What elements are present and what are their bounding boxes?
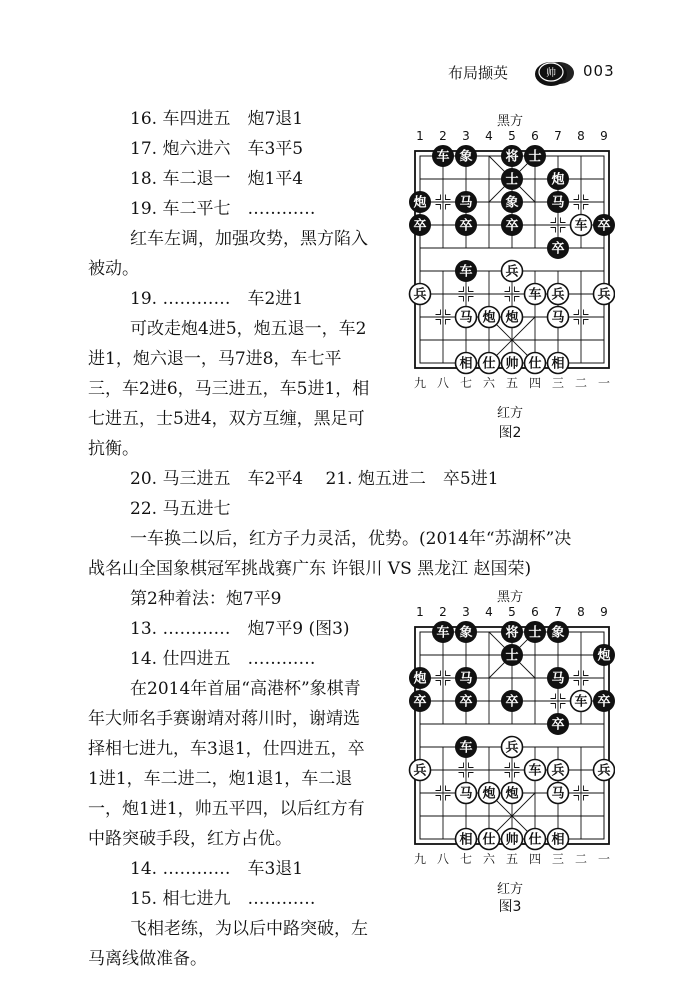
piece-label: 马 [459, 195, 473, 211]
file-number: 一 [597, 852, 611, 866]
file-number: 七 [459, 376, 473, 390]
chess-piece [456, 668, 477, 689]
chess-piece [456, 215, 477, 236]
chess-piece [502, 783, 523, 804]
piece-label: 仕 [528, 356, 542, 372]
board-2-top-label: 黑方 [496, 114, 523, 129]
file-number: 8 [577, 129, 585, 143]
text-line: 14. ………… 车3退1 [130, 859, 304, 879]
file-number: 二 [574, 852, 588, 866]
text-line: 一车换二以后，红方子力灵活，优势。(2014年“苏湖杯”决 [130, 529, 572, 549]
text-line: 中路突破手段，红方占优。 [88, 829, 292, 849]
text-line: 进1，炮六退一，马7进8，车七平 [88, 349, 342, 369]
chess-piece [479, 353, 500, 374]
text-line: 红车左调，加强攻势，黑方陷入 [130, 229, 368, 249]
figure-2-caption: 图2 [498, 425, 522, 441]
piece-label: 炮 [505, 786, 519, 802]
text-line: 13. ………… 炮7平9 (图3) [130, 619, 350, 639]
chess-piece [410, 691, 431, 712]
piece-label: 士 [505, 648, 519, 664]
text-line: 战名山全国象棋冠军挑战赛广东 许银川 VS 黑龙江 赵国荣) [88, 559, 532, 579]
piece-label: 炮 [551, 172, 565, 188]
file-number: 6 [531, 129, 539, 143]
chess-piece [548, 307, 569, 328]
file-number: 六 [482, 376, 496, 390]
figure-3-caption: 图3 [498, 899, 522, 915]
file-number: 五 [505, 852, 519, 866]
chess-piece [456, 261, 477, 282]
file-number: 八 [436, 376, 450, 390]
piece-label: 马 [551, 310, 565, 326]
file-number: 九 [413, 852, 427, 866]
text-line: 14. 仕四进五 ………… [130, 649, 316, 669]
text-line: 16. 车四进五 炮7退1 [130, 109, 304, 129]
piece-label: 车 [528, 763, 542, 779]
chess-piece [502, 622, 523, 643]
piece-label: 兵 [597, 763, 611, 779]
svg-text:帅: 帅 [546, 68, 556, 79]
chess-piece [548, 284, 569, 305]
piece-label: 卒 [597, 694, 611, 710]
chess-piece [525, 284, 546, 305]
chess-piece [594, 215, 615, 236]
chess-piece [548, 783, 569, 804]
piece-label: 车 [436, 625, 450, 641]
page-number: 003 [583, 62, 615, 80]
piece-label: 卒 [551, 241, 565, 257]
file-number: 三 [551, 852, 565, 866]
piece-label: 仕 [482, 832, 496, 848]
chess-piece [502, 146, 523, 167]
chess-piece [502, 192, 523, 213]
chess-piece-logo-icon [533, 55, 577, 89]
chess-piece [410, 760, 431, 781]
file-number: 2 [439, 129, 447, 143]
chess-piece [502, 829, 523, 850]
file-number: 2 [439, 605, 447, 619]
board-3-top-label: 黑方 [496, 590, 523, 605]
chess-piece [502, 353, 523, 374]
piece-label: 兵 [505, 264, 519, 280]
chess-piece [456, 829, 477, 850]
file-number: 6 [531, 605, 539, 619]
file-number: 四 [528, 376, 542, 390]
file-number: 七 [459, 852, 473, 866]
file-number: 一 [597, 376, 611, 390]
text-line: 一，炮1进1，帅五平四，以后红方有 [88, 799, 365, 819]
piece-label: 卒 [505, 694, 519, 710]
piece-label: 士 [528, 149, 542, 165]
text-line: 抗衡。 [88, 439, 139, 459]
piece-label: 车 [436, 149, 450, 165]
chess-piece [456, 737, 477, 758]
piece-label: 马 [459, 310, 473, 326]
chess-piece [571, 215, 592, 236]
chess-piece [594, 760, 615, 781]
chess-piece [502, 215, 523, 236]
chess-piece [479, 783, 500, 804]
piece-label: 士 [505, 172, 519, 188]
file-number: 1 [416, 605, 424, 619]
chess-piece [525, 622, 546, 643]
file-number: 3 [462, 129, 470, 143]
text-line: 17. 炮六进六 车3平5 [130, 139, 304, 159]
text-line: 19. 车二平七 ………… [130, 199, 316, 219]
file-number: 9 [600, 605, 608, 619]
chess-piece [594, 691, 615, 712]
chess-piece [525, 760, 546, 781]
piece-label: 帅 [505, 832, 519, 848]
piece-label: 兵 [597, 287, 611, 303]
piece-label: 卒 [413, 694, 427, 710]
text-line: 20. 马三进五 车2平4 21. 炮五进二 卒5进1 [130, 469, 499, 489]
text-line: 七进五，士5进4，双方互缠，黑足可 [88, 409, 365, 429]
piece-label: 帅 [505, 356, 519, 372]
chess-piece [410, 192, 431, 213]
chess-piece [410, 284, 431, 305]
chess-piece [548, 353, 569, 374]
chess-piece [479, 829, 500, 850]
file-number: 9 [600, 129, 608, 143]
file-number: 三 [551, 376, 565, 390]
chess-piece [548, 238, 569, 259]
text-line: 年大师名手赛谢靖对蒋川时，谢靖选 [88, 709, 360, 729]
text-line: 可改走炮4进5，炮五退一，车2 [130, 319, 367, 339]
text-line: 第2种着法：炮7平9 [130, 589, 282, 609]
piece-label: 车 [459, 264, 473, 280]
chess-piece [456, 192, 477, 213]
piece-label: 相 [459, 832, 473, 848]
piece-label: 炮 [413, 195, 427, 211]
piece-label: 卒 [505, 218, 519, 234]
piece-label: 象 [505, 195, 519, 211]
text-line: 马离线做准备。 [88, 949, 207, 969]
piece-label: 炮 [482, 310, 496, 326]
text-line: 19. ………… 车2进1 [130, 289, 304, 309]
piece-label: 炮 [597, 648, 611, 664]
piece-label: 卒 [459, 694, 473, 710]
chess-piece [548, 760, 569, 781]
chess-piece [410, 215, 431, 236]
text-line: 18. 车二退一 炮1平4 [130, 169, 304, 189]
file-number: 四 [528, 852, 542, 866]
file-number: 8 [577, 605, 585, 619]
file-number: 二 [574, 376, 588, 390]
file-number: 3 [462, 605, 470, 619]
chess-piece [456, 353, 477, 374]
text-line: 飞相老练，为以后中路突破，左 [130, 919, 368, 939]
piece-label: 卒 [459, 218, 473, 234]
chess-piece [433, 622, 454, 643]
piece-label: 仕 [482, 356, 496, 372]
chess-piece [548, 829, 569, 850]
xiangqi-board-fig2 [405, 128, 615, 406]
board-3-bottom-label: 红方 [496, 882, 523, 897]
chess-piece [502, 307, 523, 328]
text-line: 被动。 [88, 259, 139, 279]
piece-label: 车 [574, 218, 588, 234]
chess-piece [548, 668, 569, 689]
piece-label: 炮 [505, 310, 519, 326]
file-number: 7 [554, 129, 562, 143]
chess-piece [502, 645, 523, 666]
text-line: 在2014年首届“高港杯”象棋青 [130, 679, 361, 699]
piece-label: 炮 [482, 786, 496, 802]
piece-label: 卒 [597, 218, 611, 234]
piece-label: 相 [459, 356, 473, 372]
chess-piece [594, 284, 615, 305]
piece-label: 将 [505, 149, 519, 165]
file-number: 4 [485, 129, 493, 143]
piece-label: 车 [459, 740, 473, 756]
piece-label: 马 [459, 671, 473, 687]
piece-label: 象 [459, 149, 473, 165]
file-number: 5 [508, 129, 516, 143]
text-line: 择相七进九，车3退1，仕四进五，卒 [88, 739, 365, 759]
piece-label: 车 [528, 287, 542, 303]
file-number: 六 [482, 852, 496, 866]
chess-piece [502, 261, 523, 282]
piece-label: 士 [528, 625, 542, 641]
chess-piece [456, 622, 477, 643]
piece-label: 象 [459, 625, 473, 641]
piece-label: 马 [551, 195, 565, 211]
piece-label: 马 [551, 786, 565, 802]
piece-label: 兵 [551, 287, 565, 303]
piece-label: 相 [551, 356, 565, 372]
chess-piece [456, 691, 477, 712]
file-number: 1 [416, 129, 424, 143]
chess-piece [548, 169, 569, 190]
chess-piece [502, 737, 523, 758]
piece-label: 马 [551, 671, 565, 687]
chess-piece [525, 146, 546, 167]
text-line: 1进1，车二进二，炮1退1，车二退 [88, 769, 353, 789]
chess-piece [456, 307, 477, 328]
text-line: 三，车2进6，马三进五，车5进1，相 [88, 379, 370, 399]
running-header: 布局撷英 [448, 64, 509, 82]
piece-label: 兵 [505, 740, 519, 756]
chess-piece [479, 307, 500, 328]
file-number: 八 [436, 852, 450, 866]
piece-label: 将 [505, 625, 519, 641]
file-number: 5 [508, 605, 516, 619]
chess-piece [456, 783, 477, 804]
chess-piece [525, 353, 546, 374]
piece-label: 相 [551, 832, 565, 848]
piece-label: 兵 [413, 763, 427, 779]
file-number: 7 [554, 605, 562, 619]
chess-piece [502, 691, 523, 712]
file-number: 4 [485, 605, 493, 619]
chess-piece [571, 691, 592, 712]
piece-label: 兵 [413, 287, 427, 303]
xiangqi-board-fig3 [405, 604, 615, 882]
chess-piece [525, 829, 546, 850]
piece-label: 卒 [551, 717, 565, 733]
chess-piece [410, 668, 431, 689]
chess-piece [433, 146, 454, 167]
piece-label: 兵 [551, 763, 565, 779]
piece-label: 卒 [413, 218, 427, 234]
piece-label: 仕 [528, 832, 542, 848]
piece-label: 炮 [413, 671, 427, 687]
file-number: 九 [413, 376, 427, 390]
chess-piece [548, 622, 569, 643]
chess-piece [548, 192, 569, 213]
text-line: 22. 马五进七 [130, 499, 231, 519]
chess-piece [548, 714, 569, 735]
piece-label: 马 [459, 786, 473, 802]
chess-piece [594, 645, 615, 666]
piece-label: 象 [551, 625, 565, 641]
file-number: 五 [505, 376, 519, 390]
board-2-bottom-label: 红方 [496, 406, 523, 421]
piece-label: 车 [574, 694, 588, 710]
text-line: 15. 相七进九 ………… [130, 889, 316, 909]
chess-piece [456, 146, 477, 167]
chess-piece [502, 169, 523, 190]
